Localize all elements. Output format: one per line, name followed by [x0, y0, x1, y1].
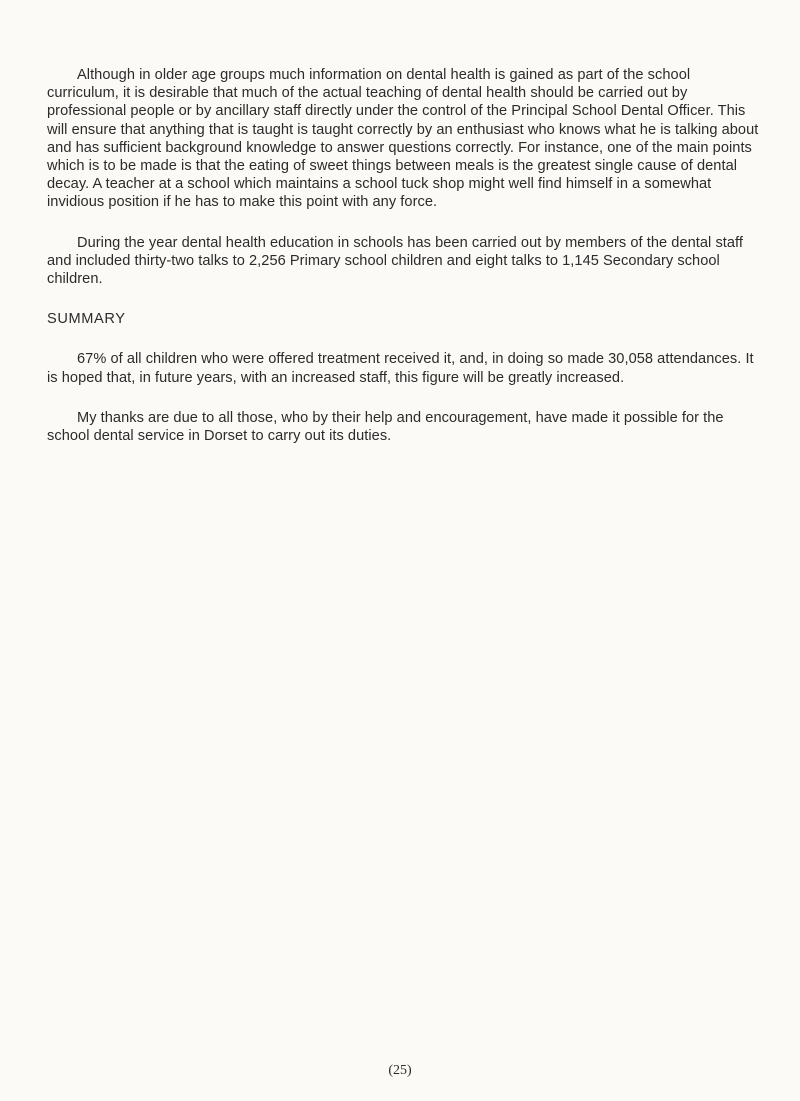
paragraph-health-education-talks: During the year dental health education in schools has been carried out by members of the dental staff and included thirty-two talks to 2,256 Primary school children and eight talks to 1,145 Secondary school children. [47, 234, 744, 288]
paragraph-summary-attendances: 67% of all children who were offered treatment received it, and, in doing so made 30,058 attendances. It is hoped that, in future years, with an increased staff, this figure will be greatly increased. [47, 351, 754, 386]
document-body [47, 66, 759, 467]
summary-heading: SUMMARY [47, 311, 126, 328]
paragraph-dental-teaching: Although in older age groups much information on dental health is gained as part of the school curriculum, it is desirable that much of the actual teaching of dental health should be carried out by professional people or by ancillary staff directly under the control of the Principal School Dental Officer. This will ensure that anything that is taught is taught correctly by an enthusiast who knows what he is talking about and has sufficient background knowledge to answer questions correctly. For instance, one of the main points which is to be made is that the eating of sweet things between meals is the greatest single cause of dental decay. A teacher at a school which maintains a school tuck shop might well find himself in a somewhat invidious position if he has to make this point with any force. [47, 67, 759, 211]
paragraph-thanks: My thanks are due to all those, who by their help and encouragement, have made it possible for the school dental service in Dorset to carry out its duties. [47, 409, 724, 445]
page-number: (25) [388, 1063, 412, 1078]
